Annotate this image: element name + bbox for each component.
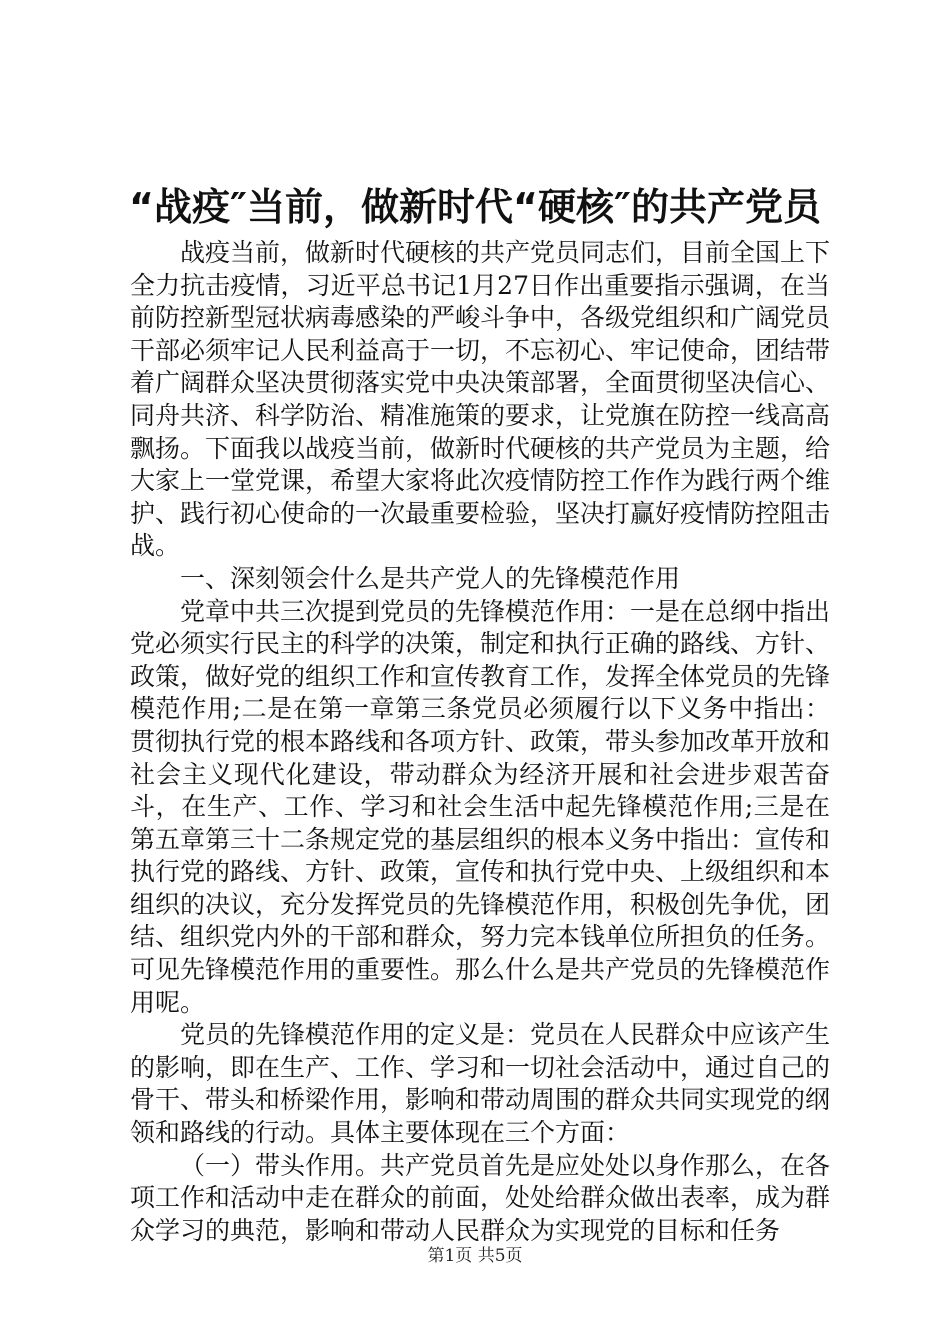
document-body <box>130 237 830 1247</box>
paragraph-definition: 党员的先锋模范作用的定义是：党员在人民群众中应该产生的影响，即在生产、工作、学习和一切社会活动中，通过自己的骨干、带头和桥梁作用，影响和带动周围的群众共同实现党的纲领和路线的行动。具体主要体现在三个方面： <box>130 1020 831 1148</box>
paragraph-leading-role: （一）带头作用。共产党员首先是应处处以身作那么，在各项工作和活动中走在群众的前面，处处给群众做出表率，成为群众学习的典范，影响和带动人民群众为实现党的目标和任务 <box>130 1150 831 1245</box>
document-title: “战疫″当前，做新时代“硬核″的共产党员 <box>129 185 821 229</box>
paragraph-party-constitution: 党章中共三次提到党员的先锋模范作用：一是在总纲中指出党必须实行民主的科学的决策，制定和执行正确的路线、方针、政策，做好党的组织工作和宣传教育工作，发挥全体党员的先锋模范作用;二是在第一章第三条党员必须履行以下义务中指出：贯彻执行党的根本路线和各项方针、政策，带头参加改革开放和社会主义现代化建设，带动群众为经济开展和社会进步艰苦奋斗，在生产、工作、学习和社会生活中起先锋模范作用;三是在第五章第三十二条规定党的基层组织的根本义务中指出：宣传和执行党的路线、方针、政策，宣传和执行党中央、上级组织和本组织的决议，充分发挥党员的先锋模范作用，积极创先争优，团结、组织党内外的干部和群众，努力完本钱单位所担负的任务。可见先锋模范作用的重要性。那么什么是共产党员的先锋模范作用呢。 <box>130 596 831 1017</box>
page-number-footer: 第1页 共5页 <box>427 1246 523 1266</box>
section-heading-1: 一、深刻领会什么是共产党人的先锋模范作用 <box>180 563 681 593</box>
paragraph-intro: 战疫当前，做新时代硬核的共产党员同志们，目前全国上下全力抗击疫情，习近平总书记1月27日作出重要指示强调，在当前防控新型冠状病毒感染的严峻斗争中，各级党组织和广阔党员干部必须牢记人民利益高于一切，不忘初心、牢记使命，团结带着广阔群众坚决贯彻落实党中央决策部署，全面贯彻坚决信心、同舟共济、科学防治、精准施策的要求，让党旗在防控一线高高飘扬。下面我以战疫当前，做新时代硬核的共产党员为主题，给大家上一堂党课，希望大家将此次疫情防控工作作为践行两个维护、践行初心使命的一次最重要检验，坚决打赢好疫情防控阻击战。 <box>130 238 831 561</box>
